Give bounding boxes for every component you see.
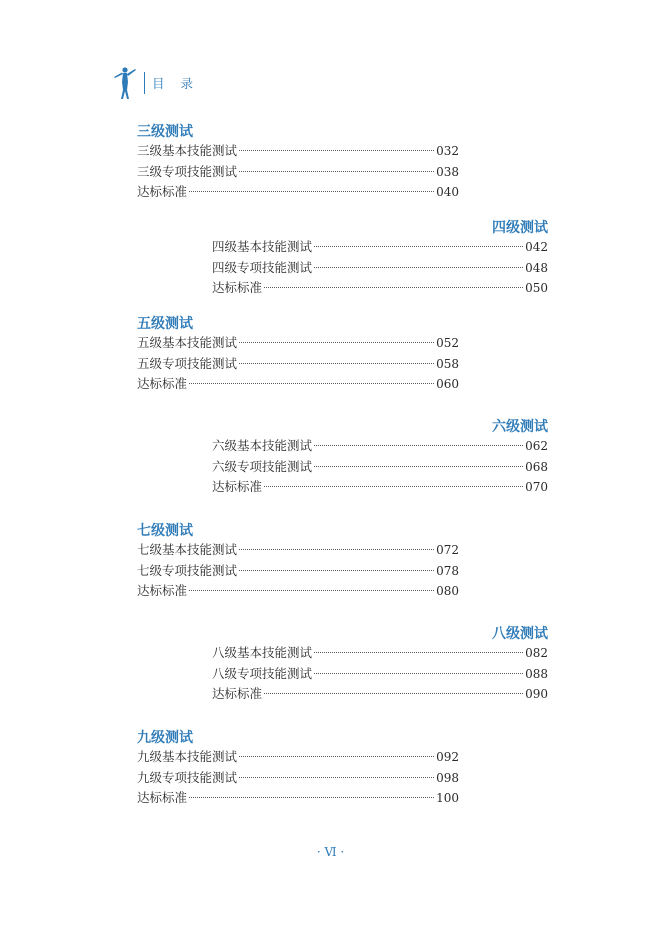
toc-section-level-6	[212, 418, 548, 498]
entry-page: 042	[525, 240, 548, 254]
entry-label: 四级基本技能测试	[212, 239, 313, 254]
toc-entry[interactable]	[212, 643, 548, 664]
entry-page: 052	[436, 336, 459, 350]
header-title: 目 录	[152, 76, 199, 91]
toc-entry[interactable]	[212, 436, 548, 457]
toc-section-level-7	[137, 522, 459, 602]
dot-leader	[314, 445, 523, 446]
header-divider	[144, 72, 145, 94]
dot-leader	[239, 171, 434, 172]
entry-label: 八级专项技能测试	[212, 665, 313, 681]
toc-entry[interactable]	[137, 561, 459, 582]
entry-label: 达标标准	[137, 790, 188, 806]
toc-entry[interactable]	[212, 457, 548, 478]
section-title: 五级测试	[137, 316, 193, 332]
section-title: 八级测试	[492, 626, 548, 642]
entry-label: 达标标准	[137, 184, 188, 200]
entry-page: 098	[436, 770, 459, 785]
entry-label: 三级基本技能测试	[137, 143, 238, 158]
toc-entry[interactable]	[137, 141, 459, 162]
section-title: 六级测试	[492, 419, 548, 435]
dot-leader	[189, 590, 434, 591]
dot-leader	[314, 652, 523, 653]
dot-leader	[264, 486, 523, 487]
dot-leader	[189, 797, 434, 798]
page-number: · Ⅵ ·	[316, 845, 345, 859]
entry-label: 达标标准	[212, 479, 263, 495]
toc-entry[interactable]	[137, 333, 459, 354]
entry-label: 六级基本技能测试	[212, 438, 313, 453]
entry-page: 070	[525, 480, 548, 495]
dot-leader	[239, 342, 434, 343]
dot-leader	[239, 363, 434, 364]
entry-label: 八级基本技能测试	[212, 645, 313, 660]
entry-page: 072	[436, 543, 459, 557]
entry-page: 032	[436, 144, 459, 158]
dot-leader	[314, 673, 523, 674]
toc-entry[interactable]	[137, 354, 459, 375]
entry-page: 080	[436, 584, 459, 599]
toc-entry[interactable]	[137, 374, 459, 395]
entry-label: 达标标准	[137, 376, 188, 392]
entry-page: 090	[525, 687, 548, 702]
entry-label: 达标标准	[212, 686, 263, 702]
entry-label: 六级专项技能测试	[212, 458, 313, 474]
section-title: 四级测试	[492, 220, 548, 236]
toc-section-level-4	[212, 219, 548, 299]
toc-entry[interactable]	[137, 540, 459, 561]
dot-leader	[264, 693, 523, 694]
page-header	[112, 66, 199, 100]
entry-label: 七级基本技能测试	[137, 542, 238, 557]
section-title: 九级测试	[137, 730, 193, 746]
toc-entry[interactable]	[137, 788, 459, 809]
dot-leader	[239, 777, 434, 778]
entry-page: 048	[525, 260, 548, 275]
dot-leader	[239, 549, 434, 550]
entry-page: 100	[436, 791, 459, 806]
entry-label: 三级专项技能测试	[137, 163, 238, 179]
section-title: 三级测试	[137, 124, 193, 140]
dancer-figure-icon	[112, 66, 138, 100]
toc-entry[interactable]	[137, 747, 459, 768]
toc-section-level-9	[137, 729, 459, 809]
dot-leader	[189, 383, 434, 384]
entry-label: 七级专项技能测试	[137, 562, 238, 578]
toc-entry[interactable]	[137, 182, 459, 203]
entry-label: 九级基本技能测试	[137, 749, 238, 764]
entry-label: 达标标准	[137, 583, 188, 599]
entry-page: 078	[436, 563, 459, 578]
toc-entry[interactable]	[212, 237, 548, 258]
dot-leader	[314, 466, 523, 467]
toc-entry[interactable]	[137, 768, 459, 789]
entry-page: 062	[525, 439, 548, 453]
entry-page: 058	[436, 356, 459, 371]
entry-label: 四级专项技能测试	[212, 259, 313, 275]
toc-entry[interactable]	[137, 162, 459, 183]
toc-section-level-3	[137, 123, 459, 203]
toc-section-level-5	[137, 315, 459, 395]
entry-label: 九级专项技能测试	[137, 769, 238, 785]
entry-label: 达标标准	[212, 280, 263, 296]
toc-entry[interactable]	[212, 664, 548, 685]
toc-entry[interactable]	[212, 278, 548, 299]
entry-page: 082	[525, 646, 548, 660]
section-title: 七级测试	[137, 523, 193, 539]
toc-entry[interactable]	[137, 581, 459, 602]
toc-section-level-8	[212, 625, 548, 705]
toc-entry[interactable]	[212, 258, 548, 279]
dot-leader	[314, 267, 523, 268]
dot-leader	[189, 191, 434, 192]
entry-page: 068	[525, 459, 548, 474]
dot-leader	[314, 246, 523, 247]
dot-leader	[264, 287, 523, 288]
dot-leader	[239, 756, 434, 757]
entry-label: 五级专项技能测试	[137, 355, 238, 371]
dot-leader	[239, 150, 434, 151]
entry-page: 050	[525, 281, 548, 296]
dot-leader	[239, 570, 434, 571]
entry-page: 088	[525, 666, 548, 681]
entry-page: 092	[436, 750, 459, 764]
entry-page: 038	[436, 164, 459, 179]
toc-entry[interactable]	[212, 477, 548, 498]
toc-entry[interactable]	[212, 684, 548, 705]
entry-page: 060	[436, 377, 459, 392]
entry-label: 五级基本技能测试	[137, 335, 238, 350]
entry-page: 040	[436, 185, 459, 200]
